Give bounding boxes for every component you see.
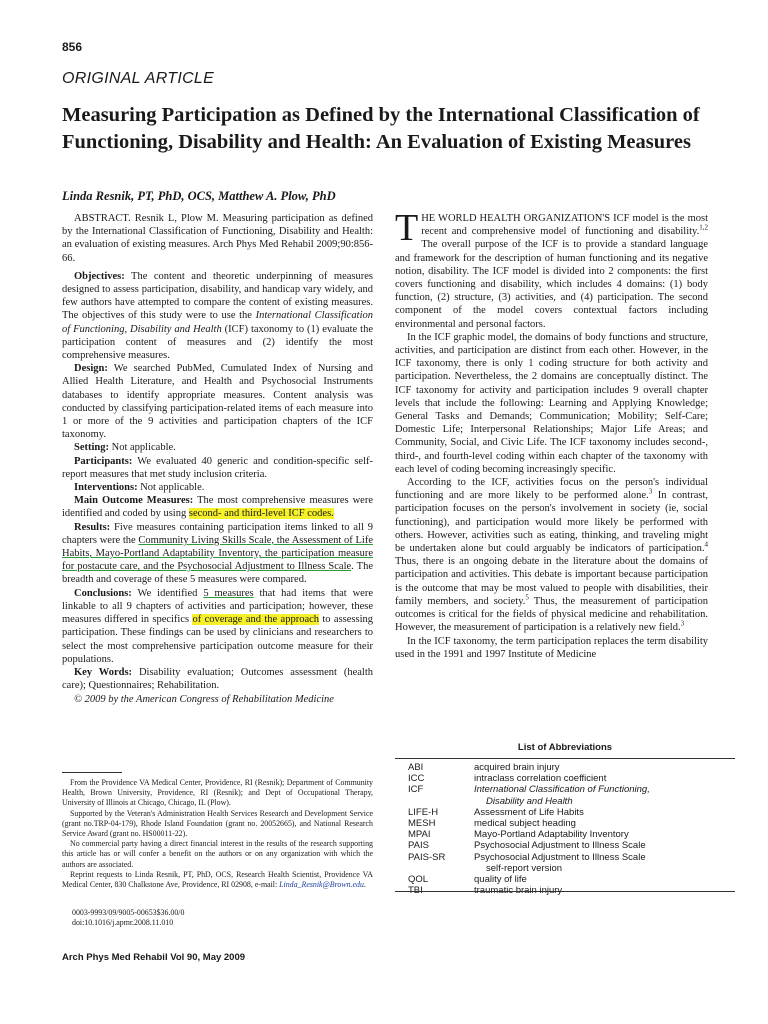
body-paragraph-2: In the ICF graphic model, the domains of body functions and structure, activities, and participation are distinct from each other. However, in the ICF taxonomy, there is only 1 coding structure for both activity and participation. Nevertheless, the 2 domains are conceptually distinct. The ICF taxonomy for activity and participation includes 9 overall chapter levels that include the following: Learning and Applying Knowledge; General Tasks and Demands; Communication; Mobility; Self-Care; Domestic Life; Interpersonal Relationships; Major Life Areas; and Community, Social, and Civic Life. The ICF taxonomy includes second-, third-, and fourth-level coding within each chapter of the taxonomy with each level of coding becoming increasingly specific. xyxy=(395,331,708,475)
abstract-results xyxy=(62,521,373,587)
abbreviation-code: ABI xyxy=(408,762,424,773)
abbreviation-definition-continued: Disability and Health xyxy=(486,795,573,807)
issn-code: 0003-9993/09/9005-00653$36.00/0 xyxy=(72,908,185,917)
conclusions-text: We identified xyxy=(131,587,204,599)
participants-text: We evaluated 40 generic and condition-specific self-report measures that met study inclusion criteria. xyxy=(62,455,373,480)
abbreviation-definition: Mayo-Portland Adaptability Inventory xyxy=(474,829,629,841)
abstract-intro: ABSTRACT. Resnik L, Plow M. Measuring participation as defined by the International Classification of Functioning, Disability and Health: an evaluation of existing measures. Arch Phys Med Rehabil 2009;90:856-66. xyxy=(62,213,373,264)
conclusions-underline: 5 measures xyxy=(203,587,254,599)
abstract-interventions xyxy=(62,481,373,494)
abbreviations-table xyxy=(408,762,733,896)
p3-text-d: Thus, the measurement of participation outcomes is critical for the fields of physical medicine and rehabilitation. However, the measurement of participation is a relatively new field. xyxy=(395,595,708,634)
page-number: 856 xyxy=(62,40,83,54)
abbreviation-row xyxy=(408,762,733,773)
abbreviations-top-rule xyxy=(395,758,735,759)
abstract-design xyxy=(62,362,373,441)
abbreviation-definition xyxy=(474,852,733,874)
abstract-setting xyxy=(62,441,373,454)
abbreviation-row xyxy=(408,874,733,885)
conclusions-text-3: to assessing participation. These findings can be used by clinicians and researchers to select the most comprehensive participation outcome measure for their populations. xyxy=(62,614,374,665)
abbreviation-code: PAIS xyxy=(408,840,429,852)
doi-block xyxy=(72,908,184,928)
abbreviation-definition: medical subject heading xyxy=(474,818,576,830)
interventions-text: Not applicable. xyxy=(137,482,205,494)
p3-text-c: Thus, there is an ongoing debate in the literature about the domains of participation and activities. This debate is important because participation is the outcome that may be most valued to people with disabilities, their family members, and society. xyxy=(395,556,708,607)
body-paragraph-4: In the ICF taxonomy, the term participation replaces the term disability used in the 1991 and 1997 Institute of Medicine xyxy=(395,635,708,660)
results-text-2: . The breadth and coverage of these 5 measures were compared. xyxy=(62,561,373,586)
abbreviation-code: TBI xyxy=(408,885,423,897)
abstract-conclusions xyxy=(62,587,373,666)
abstract-keywords xyxy=(62,666,373,692)
outcome-label: Main Outcome Measures: xyxy=(74,495,194,507)
citation-sup: 5 xyxy=(525,593,529,602)
setting-label: Setting: xyxy=(74,442,109,454)
footnotes xyxy=(62,778,373,890)
abbreviation-definition xyxy=(474,784,733,806)
p3-text-b: In contrast, participation focuses on the person's involvement in society (ie, social functioning), and participation would more likely be performed with others. However, activities such as eating, thinking, and traveling might be undertaken alone but could arguably be indicators of participation. xyxy=(395,490,708,555)
abbreviation-code: PAIS-SR xyxy=(408,851,446,863)
abbreviation-definition-line: International Classification of Functioning, xyxy=(474,784,650,796)
interventions-label: Interventions: xyxy=(74,482,138,494)
body-column xyxy=(395,207,708,661)
abstract-participants xyxy=(62,455,373,481)
results-label: Results: xyxy=(74,521,111,533)
objectives-italic: International Classification of Functioning, Disability and Health xyxy=(62,310,373,335)
intro-paragraph xyxy=(395,207,708,331)
copyright-notice: © 2009 by the American Congress of Rehabilitation Medicine xyxy=(74,694,334,706)
conclusions-highlight: of coverage and the approach xyxy=(192,614,320,626)
author-list: Linda Resnik, PT, PhD, OCS, Matthew A. Plow, PhD xyxy=(62,189,336,203)
abbreviation-row xyxy=(408,829,733,840)
abbreviation-code: ICC xyxy=(408,773,425,785)
p3-text-a: According to the ICF, activities focus on the person's individual functioning and are more likely to be performed alone. xyxy=(395,477,708,502)
abbreviation-row xyxy=(408,807,733,818)
doi-code: doi:10.1016/j.apmr.2008.11.010 xyxy=(72,918,174,928)
abbreviation-definition: intraclass correlation coefficient xyxy=(474,773,607,785)
abstract-objectives xyxy=(62,270,373,362)
section-label: ORIGINAL ARTICLE xyxy=(62,70,215,87)
intro-text-2: The overall purpose of the ICF is to provide a standard language and framework for the description of human functioning and its negative notion, disability. The ICF model is divided into 2 components: the first covers functioning and disability, which includes 4 domains: (1) body function, (2) structure, (3) activities, and (4) participation. The second component of the model covers contextual factors including environmental and personal factors. xyxy=(395,239,708,330)
conclusions-text-2: that had items that were linkable to all 9 chapters of activities and participation; however, these measures differed in specifics xyxy=(62,587,373,626)
abstract-outcome-measures xyxy=(62,494,373,520)
keywords-text: Disability evaluation; Outcomes assessment (health care); Questionnaires; Rehabilitation. xyxy=(62,666,373,692)
abbreviation-definition: Assessment of Life Habits xyxy=(474,806,584,818)
drop-cap: T xyxy=(395,207,419,249)
abbreviation-definition-continued: self-report version xyxy=(486,862,563,874)
footnote-reprint: Reprint requests to Linda Resnik, PT, PhD, OCS, Research Health Scientist, Providence VA Medical Center, 830 Chalkstone Ave, Providence, RI 02908, e-mail: Linda_Resnik@Brown.edu. xyxy=(62,869,373,890)
footnote-affiliation: From the Providence VA Medical Center, Providence, RI (Resnik); Department of Community Health, Brown University, Providence, RI (Resnik); and Dept of Occupational Therapy, University of Illinois at Chicago, Chicago, IL (Plow). xyxy=(62,778,373,808)
abbreviations-bottom-rule xyxy=(395,891,735,892)
outcome-highlight: second- and third-level ICF codes. xyxy=(188,508,334,520)
abbreviation-code: QOL xyxy=(408,874,429,886)
abstract-column xyxy=(62,212,373,707)
footnote-interest: No commercial party having a direct financial interest in the results of the research supporting this article has or will confer a benefit on the authors or on any organization with which the authors are associated. xyxy=(62,839,373,869)
abbreviation-row xyxy=(408,818,733,829)
abbreviation-code: ICF xyxy=(408,784,424,796)
citation-sup: 3 xyxy=(680,619,685,628)
design-text: We searched PubMed, Cumulated Index of Nursing and Allied Health Literature, and Health and Psychosocial Instruments databases to identify appropriate measures. Content analysis was conducted by classifying participation-related items of each measure into 1 or more of the 9 activities and participation chapters of the ICF taxonomy. xyxy=(62,363,373,441)
body-paragraph-3 xyxy=(395,476,708,634)
results-text: Five measures containing participation items linked to all 9 chapters were the xyxy=(62,521,373,546)
intro-text: HE WORLD HEALTH ORGANIZATION'S ICF model is the most recent and comprehensive model of functioning and disability. xyxy=(421,213,708,238)
abbreviation-definition: acquired brain injury xyxy=(474,762,560,773)
email-link[interactable]: Linda_Resnik@Brown.edu xyxy=(279,880,364,890)
article-title: Measuring Participation as Defined by the International Classification of Functioning, Disability and Health: An Evaluation of Existing Measures xyxy=(62,104,700,153)
objectives-label: Objectives: xyxy=(74,270,125,282)
participants-label: Participants: xyxy=(74,455,133,467)
abbreviation-row xyxy=(408,784,733,806)
abbreviation-code: MPAI xyxy=(408,829,431,841)
objectives-text: The content and theoretic underpinning of measures designed to assess participation, disability, and handicap vary widely, and few authors have attempted to compare the content of existing measures. The objectives of this study were to use the xyxy=(62,270,373,322)
abbreviation-definition-line: Psychosocial Adjustment to Illness Scale xyxy=(474,851,646,863)
journal-footer: Arch Phys Med Rehabil Vol 90, May 2009 xyxy=(62,952,246,963)
abbreviation-definition: traumatic brain injury xyxy=(474,885,563,897)
reprint-text: Reprint requests to Linda Resnik, PT, PhD, OCS, Research Health Scientist, Providence VA Medical Center, 830 Chalkstone Ave, Providence, RI 02908, e-mail: xyxy=(62,869,373,890)
citation-sup: 1,2 xyxy=(699,223,708,232)
abbreviation-code: MESH xyxy=(408,818,436,830)
objectives-text-2: (ICF) taxonomy to (1) evaluate the participation content of measures and (2) identify the most comprehensive measures. xyxy=(62,323,373,362)
abbreviation-code: LIFE-H xyxy=(408,806,439,818)
setting-text: Not applicable. xyxy=(109,442,176,454)
footnote-divider xyxy=(62,772,122,773)
abbreviation-row xyxy=(408,773,733,784)
abbreviation-definition: Psychosocial Adjustment to Illness Scale xyxy=(474,840,646,852)
design-label: Design: xyxy=(74,363,108,375)
keywords-label: Key Words: xyxy=(74,666,133,678)
citation-sup: 3 xyxy=(648,487,653,496)
abbreviation-definition: quality of life xyxy=(474,874,527,886)
results-underline: Community Living Skills Scale, the Assessment of Life Habits, Mayo-Portland Adaptability Inventory, the participation measure for postacute care, and the Psychosocial Adjustment to Illness Scale xyxy=(62,534,373,573)
abbreviations-title: List of Abbreviations xyxy=(517,742,613,753)
abbreviation-row xyxy=(408,852,733,874)
citation-sup: 4 xyxy=(704,540,708,549)
abbreviation-row xyxy=(408,840,733,851)
outcome-text: The most comprehensive measures were identified and coded by using xyxy=(62,495,373,520)
footnote-support: Supported by the Veteran's Administration Health Services Research and Development Service (grant no.TRP-04-179), Rhode Island Foundation (grant no. 20052665), and National Research Service Award (grant no. HS00011-22). xyxy=(62,808,373,839)
conclusions-label: Conclusions: xyxy=(74,587,132,599)
